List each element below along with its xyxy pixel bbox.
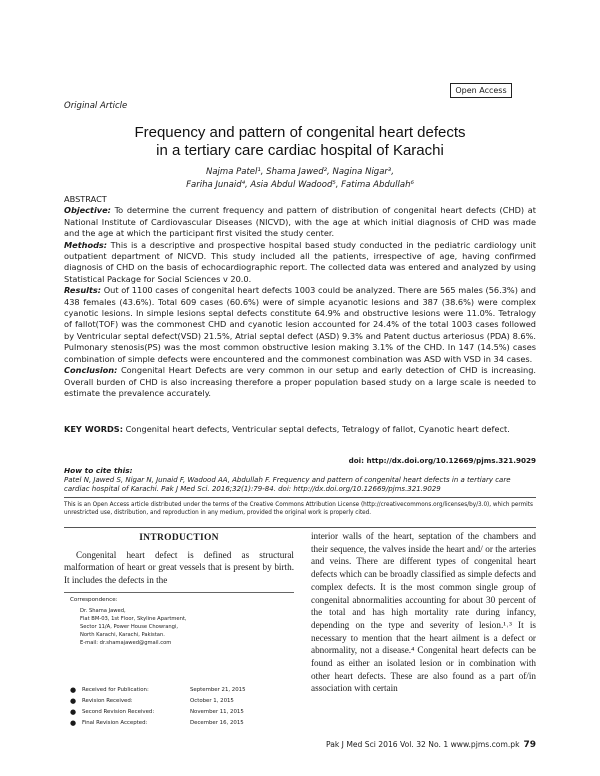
objective-label: Objective: xyxy=(64,205,111,216)
title-line-1: Frequency and pattern of congenital heart defects xyxy=(134,124,466,141)
date-value: November 11, 2015 xyxy=(190,709,244,715)
date-label: Received for Publication: xyxy=(82,687,149,693)
date-row xyxy=(70,687,294,697)
correspondence-line: Sector 11/A, Power House Chowrangi, xyxy=(80,624,179,630)
keywords xyxy=(64,424,536,435)
bullet-icon: ● xyxy=(70,719,77,727)
conclusion-text: Congenital Heart Defects are very common in our setup and early detection of CHD is increasing. Overall burden of CHD is also increasing therefore a proper population based study on a large scale is needed to estimate the prevalence accurately. xyxy=(64,365,536,398)
date-label: Revision Received: xyxy=(82,698,133,704)
date-value: December 16, 2015 xyxy=(190,720,244,726)
date-row xyxy=(70,709,294,719)
title-line-2: in a tertiary care cardiac hospital of Karachi xyxy=(156,142,444,159)
results-text: Out of 1100 cases of congenital heart defects 1003 could be analyzed. There are 565 males (56.3%) and 438 females (43.6%). Total 609 cases (60.6%) were of simple acyanotic lesions and 387 (38.6%) were complex cyanotic lesions. In simple lesions septal defects constitute 64.9% and obstructive lesions were 11.0%. Tetralogy of fallot(TOF) was the commonest CHD and cyanotic lesion accounted for 24.4% of the total 1003 cases followed by Ventricular septal defect(VSD) 21.5%, Atrial septal defect (ASD) 9.3% and Patent ductus arteriosus (PDA) 8.6%. Pulmonary stenosis(PS) was the most common obstructive lesion making 3.1% of the CHD. In 147 (14.5%) cases combination of simple defects were encountered and the commonest combination was ASD with VSD in 34 cases. xyxy=(64,285,536,364)
methods-text: This is a descriptive and prospective hospital based study conducted in the pediatric cardiology unit outpatient department of NICVD. This study included all the patients, irrespective of age, having confirmed diagnosis of CHD on the basis of echocardiographic report. The collected data was entered and analyzed by using Statistical Package for Social Sciences v 20.0. xyxy=(64,239,536,284)
abstract xyxy=(64,194,536,399)
date-row xyxy=(70,698,294,708)
keywords-label: KEY WORDS: xyxy=(64,424,123,434)
page-number: 79 xyxy=(523,740,536,750)
date-value: September 21, 2015 xyxy=(190,687,246,693)
correspondence-line: Flat BM-03, 1st Floor, Skyline Apartment, xyxy=(80,616,187,622)
bullet-icon: ● xyxy=(70,708,77,716)
introduction-heading: INTRODUCTION xyxy=(139,533,219,543)
footer-journal: Pak J Med Sci 2016 Vol. 32 No. 1 www.pjms.com.pk xyxy=(325,740,520,749)
doi-link[interactable]: doi: http://dx.doi.org/10.12669/pjms.321.9029 xyxy=(348,456,536,465)
date-row xyxy=(70,720,294,730)
abstract-conclusion xyxy=(64,365,536,399)
bullet-icon: ● xyxy=(70,686,77,694)
page-footer xyxy=(312,740,536,750)
correspondence-line: North Karachi, Karachi, Pakistan. xyxy=(80,632,165,638)
abstract-results xyxy=(64,285,536,365)
introduction-left-column: Congenital heart defect is defined as structural malformation of heart or great vessels that is present by birth. It includes the defects in the xyxy=(64,550,294,585)
correspondence-address xyxy=(80,607,187,647)
correspondence-divider xyxy=(64,592,294,593)
conclusion-label: Conclusion: xyxy=(64,365,118,376)
article-type: Original Article xyxy=(64,101,128,111)
divider xyxy=(64,497,536,498)
authors-line-1: Najma Patel¹, Shama Jawed², Nagina Nigar³, xyxy=(205,167,395,177)
objective-text: To determine the current frequency and pattern of distribution of congenital heart defects (CHD) at National Institute of Cardiovascular Diseases (NICVD), with the age at which initial diagnosis of CHD was made and the age at which the participant first visited the study center. xyxy=(64,205,536,239)
date-value: October 1, 2015 xyxy=(190,698,234,704)
bullet-icon: ● xyxy=(70,697,77,705)
abstract-objective xyxy=(64,205,536,239)
introduction-right-column: interior walls of the heart, septation of the chambers and their sequence, the valves inside the heart and/ or the arteries and veins. There are different types of congenital heart defects which can be broadly classified as simple defects and complex defects. It is the most common single group of congenital abnormalities accounting for about 30 percent of the total and has high mortality rate during infancy, depending on the type and severity of lesion.¹˒³ It is necessary to mention that the heart ailment is a defect or abnormality, not a disease.⁴ Congenital heart defects can be found as either an isolated lesion or in combination with other heart defects. These are also found as a part of/in association with certain xyxy=(311,531,536,694)
cite-heading: How to cite this: xyxy=(64,466,133,475)
date-label: Final Revision Accepted: xyxy=(82,720,148,726)
license-text: This is an Open Access article distributed under the terms of the Creative Commons Attribution License (http://creativecommons.org/licenses/by/3.0), which permits unrestricted use, distribution, and reproduction in any medium, provided the original work is properly cited. xyxy=(64,502,533,516)
correspondence-title: Correspondence: xyxy=(70,597,118,603)
divider xyxy=(64,527,536,528)
cite-text: Patel N, Jawed S, Nigar N, Junaid F, Wadood AA, Abdullah F. Frequency and pattern of congenital heart defects in a tertiary care cardiac hospital of Karachi. Pak J Med Sci. 2016;32(1):79-84. doi: http://dx.doi.org/10.12669/pjms.321.9029 xyxy=(64,475,511,493)
abstract-methods xyxy=(64,240,536,286)
keywords-text: Congenital heart defects, Ventricular septal defects, Tetralogy of fallot, Cyanotic heart defect. xyxy=(122,424,510,434)
abstract-heading: ABSTRACT xyxy=(64,194,107,204)
correspondence-email[interactable]: E-mail: dr.shamajawed@gmail.com xyxy=(80,640,172,646)
correspondence-line: Dr. Shama Jawed, xyxy=(80,608,126,614)
how-to-cite xyxy=(64,466,536,495)
methods-label: Methods: xyxy=(64,239,108,250)
paper-title xyxy=(60,124,540,160)
open-access-badge: Open Access xyxy=(450,83,512,98)
author-list xyxy=(60,166,540,192)
authors-line-2: Fariha Junaid⁴, Asia Abdul Wadood⁵, Fatima Abdullah⁶ xyxy=(186,180,414,190)
results-label: Results: xyxy=(64,285,102,296)
date-label: Second Revision Received: xyxy=(82,709,155,715)
